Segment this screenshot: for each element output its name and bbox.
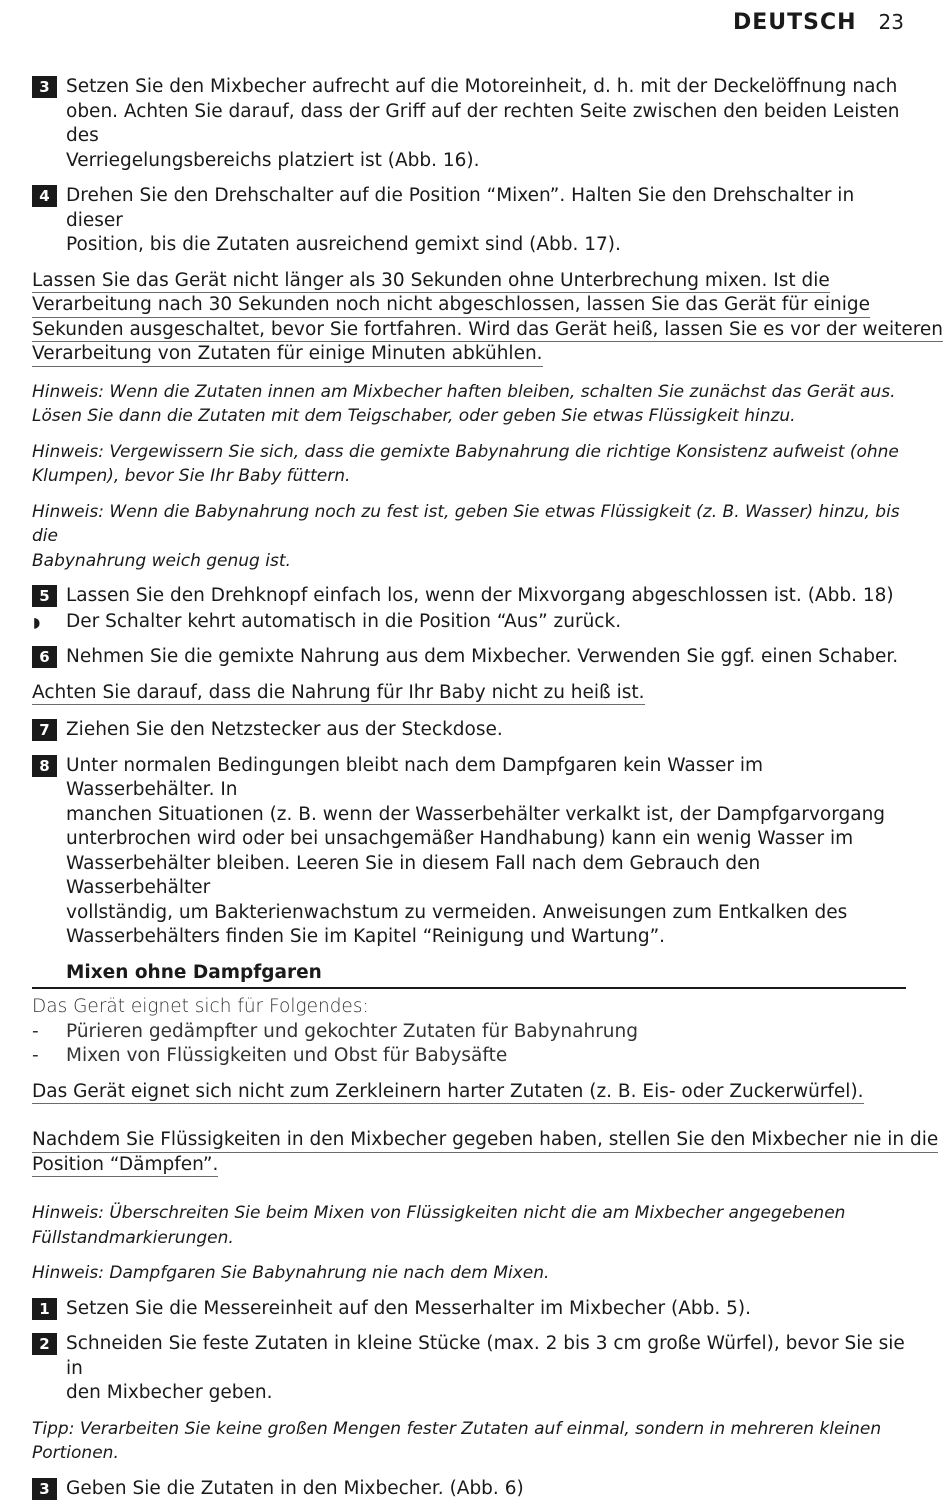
warning-food-temperature <box>32 681 906 706</box>
list-item <box>32 1044 906 1069</box>
text-line: den Mixbecher geben. <box>66 1382 273 1403</box>
note-fill-markings <box>32 1201 906 1250</box>
warning-line: Nachdem Sie Flüssigkeiten in den Mixbecher gegeben haben, stellen Sie den Mixbecher nie in die <box>32 1128 938 1153</box>
step-4-turn-switch <box>32 184 906 258</box>
page-header <box>733 10 904 40</box>
step-6-remove-food <box>32 645 906 670</box>
text-line: Verriegelungsbereichs platziert ist (Abb. 16). <box>66 149 480 171</box>
text-line: unterbrochen wird oder bei unsachgemäßer Handhabung) kann ein wenig Wasser im <box>66 828 854 849</box>
text-line: vollständig, um Bakterienwachstum zu vermeiden. Anweisungen zum Entkalken des <box>66 901 848 923</box>
note-line: Füllstandmarkierungen. <box>32 1227 234 1248</box>
step-text: Nehmen Sie die gemixte Nahrung aus dem Mixbecher. Verwenden Sie ggf. einen Schaber. <box>66 646 899 667</box>
warning-line: Lassen Sie das Gerät nicht länger als 30 Sekunden ohne Unterbrechung mixen. Ist die <box>32 269 830 294</box>
list-item-text: Pürieren gedämpfter und gekochter Zutaten für Babynahrung <box>66 1020 639 1042</box>
step-8-water-tank <box>32 754 906 950</box>
note-line: Hinweis: Überschreiten Sie beim Mixen von Flüssigkeiten nicht die am Mixbecher angegebenen <box>32 1203 846 1223</box>
bullet-marker-icon: ◗ <box>33 614 41 631</box>
warning-mixing-duration <box>32 269 944 367</box>
step-number-badge: 8 <box>32 755 57 777</box>
note-line: Klumpen), bevor Sie Ihr Baby füttern. <box>32 466 351 486</box>
warning-line: Verarbeitung von Zutaten für einige Minuten abkühlen. <box>32 342 543 367</box>
bullet-text: Der Schalter kehrt automatisch in die Position “Aus” zurück. <box>66 610 622 632</box>
text-line: Wasserbehälter bleiben. Leeren Sie in diesem Fall nach dem Gebrauch den Wasserbehälter <box>66 852 761 898</box>
note-line: Lösen Sie dann die Zutaten mit dem Teigschaber, oder geben Sie etwas Flüssigkeit hinzu. <box>32 406 796 426</box>
list-item-text: Mixen von Flüssigkeiten und Obst für Babysäfte <box>66 1045 508 1066</box>
dash-marker: - <box>32 1020 39 1042</box>
warning-line: Achten Sie darauf, dass die Nahrung für Ihr Baby nicht zu heiß ist. <box>32 681 645 706</box>
note-line: Hinweis: Wenn die Babynahrung noch zu fest ist, geben Sie etwas Flüssigkeit (z. B. Wasser) hinzu, bis die <box>32 501 900 546</box>
text-line: manchen Situationen (z. B. wenn der Wasserbehälter verkalkt ist, der Dampfgarvorgang <box>66 803 886 825</box>
step-number-badge: 4 <box>32 185 57 207</box>
note-line: Hinweis: Wenn die Zutaten innen am Mixbecher haften bleiben, schalten Sie zunächst das Gerät aus. <box>32 381 896 402</box>
warning-line: Sekunden ausgeschaltet, bevor Sie fortfahren. Wird das Gerät heiß, lassen Sie es vor der weiteren <box>32 318 943 343</box>
note-line: Hinweis: Dampfgaren Sie Babynahrung nie nach dem Mixen. <box>32 1263 550 1283</box>
intro-text: Das Gerät eignet sich für Folgendes: <box>32 996 369 1017</box>
dash-marker: - <box>32 1045 39 1066</box>
step-text: Ziehen Sie den Netzstecker aus der Steckdose. <box>66 719 503 740</box>
text-line: Wasserbehälters finden Sie im Kapitel “Reinigung und Wartung”. <box>66 926 666 947</box>
step-text: Setzen Sie die Messereinheit auf den Messerhalter im Mixbecher (Abb. 5). <box>66 1297 751 1319</box>
step-3-add-ingredients <box>32 1477 906 1502</box>
step-text <box>66 1332 906 1406</box>
page-number: 23 <box>878 10 904 34</box>
list-item <box>32 1020 906 1045</box>
note-too-firm <box>32 500 906 574</box>
note-line: Portionen. <box>32 1443 119 1463</box>
note-line: Tipp: Verarbeiten Sie keine großen Mengen fester Zutaten auf einmal, sondern in mehreren kleinen <box>32 1418 882 1439</box>
step-text <box>66 75 906 173</box>
note-consistency <box>32 440 906 489</box>
step-text: Lassen Sie den Drehknopf einfach los, wenn der Mixvorgang abgeschlossen ist. (Abb. 18) <box>66 585 894 606</box>
text-line: Unter normalen Bedingungen bleibt nach dem Dampfgaren kein Wasser im Wasserbehälter. In <box>66 754 764 800</box>
step-number-badge: 3 <box>32 76 57 98</box>
section-heading: Mixen ohne Dampfgaren <box>32 961 906 990</box>
step-number-badge: 3 <box>32 1478 57 1500</box>
step-1-blade-unit <box>32 1297 906 1322</box>
step-text: Geben Sie die Zutaten in den Mixbecher. (Abb. 6) <box>66 1477 524 1499</box>
warning-line: Position “Dämpfen”. <box>32 1153 218 1178</box>
step-3-place-cup <box>32 75 906 173</box>
step-number-badge: 6 <box>32 646 57 668</box>
page-content <box>32 75 944 1512</box>
text-line: oben. Achten Sie darauf, dass der Griff auf der rechten Seite zwischen den beiden Leisten des <box>66 100 900 146</box>
step-number-badge: 5 <box>32 585 57 607</box>
tip-small-portions <box>32 1417 906 1466</box>
note-line: Hinweis: Vergewissern Sie sich, dass die gemixte Babynahrung die richtige Konsistenz aufweist (ohne <box>32 441 899 462</box>
note-line: Babynahrung weich genug ist. <box>32 550 291 571</box>
text-line: Schneiden Sie feste Zutaten in kleine Stücke (max. 2 bis 3 cm große Würfel), bevor Sie sie in <box>66 1333 905 1379</box>
step-2-cut-ingredients <box>32 1332 906 1406</box>
step-text <box>66 754 906 950</box>
note-no-steaming-after-mixing <box>32 1261 906 1286</box>
warning-line: Das Gerät eignet sich nicht zum Zerkleinern harter Zutaten (z. B. Eis- oder Zuckerwürfel). <box>32 1080 864 1105</box>
text-line: Drehen Sie den Drehschalter auf die Position “Mixen”. Halten Sie den Drehschalter in dieser <box>66 185 855 231</box>
text-line: Position, bis die Zutaten ausreichend gemixt sind (Abb. 17). <box>66 234 621 255</box>
step-7-unplug <box>32 718 906 743</box>
warning-steam-position <box>32 1128 939 1177</box>
language-label: DEUTSCH <box>732 10 857 35</box>
step-number-badge: 7 <box>32 719 57 741</box>
step-text <box>66 184 906 258</box>
result-bullet <box>32 610 906 635</box>
step-number-badge: 1 <box>32 1298 57 1320</box>
step-number-badge: 2 <box>32 1333 57 1355</box>
warning-line: Verarbeitung nach 30 Sekunden noch nicht abgeschlossen, lassen Sie das Gerät für einige <box>32 293 870 318</box>
step-5-release-knob <box>32 584 906 609</box>
warning-hard-ingredients <box>32 1080 906 1105</box>
text-line: Setzen Sie den Mixbecher aufrecht auf die Motoreinheit, d. h. mit der Deckelöffnung nach <box>66 76 898 97</box>
note-ingredients-stick <box>32 380 906 429</box>
